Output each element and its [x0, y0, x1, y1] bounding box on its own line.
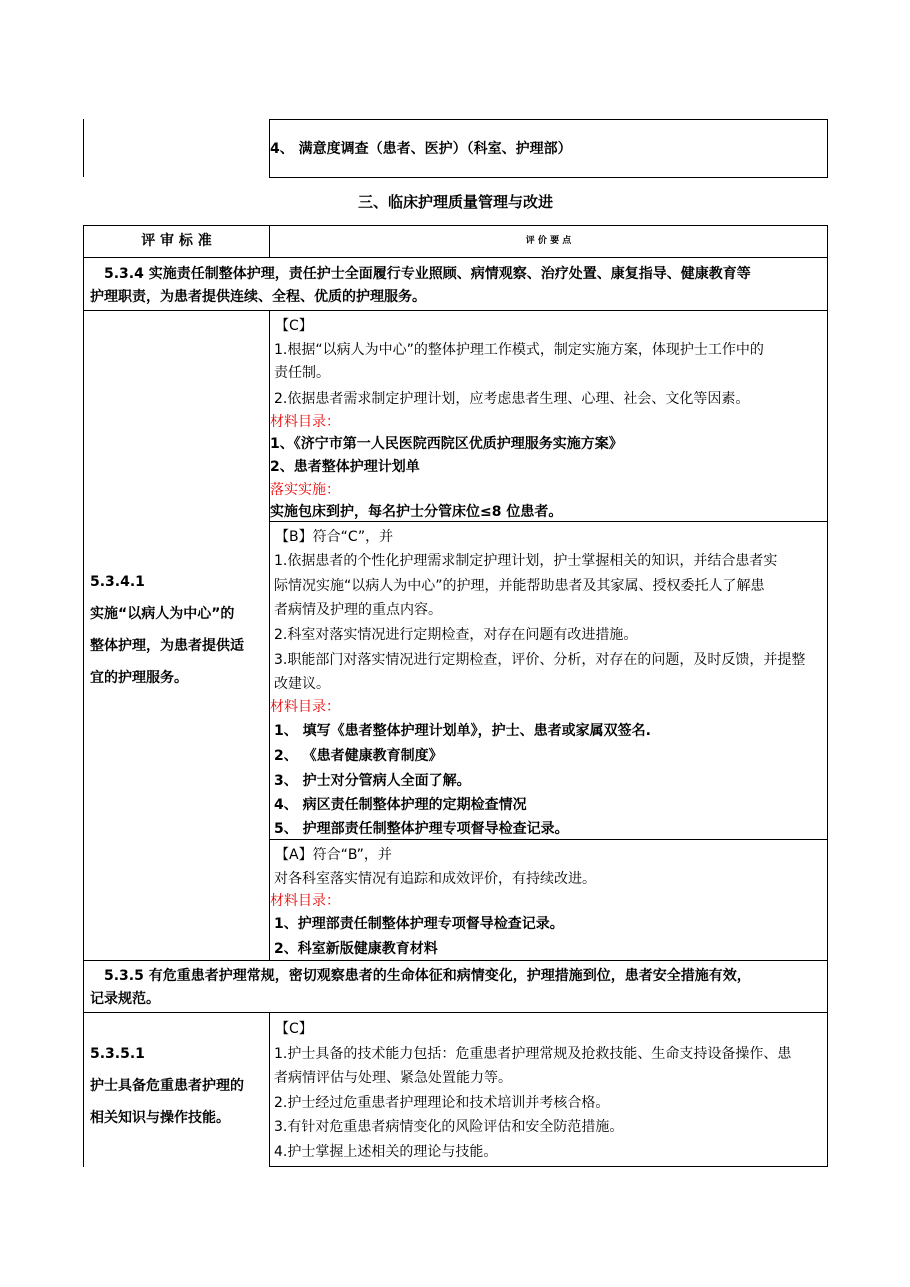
satisfaction-survey-item: 4、 满意度调查（患者、医护）（科室、护理部） — [270, 141, 572, 157]
materials-label: 材料目录： — [270, 414, 340, 430]
grade-tag: 【B】符合“C”，并 — [275, 529, 394, 545]
grade-tag: 【C】 — [275, 318, 313, 334]
materials-label: 材料目录： — [270, 699, 340, 715]
grade-tag: 【A】符合“B”，并 — [275, 847, 392, 863]
implementation-label: 落实实施： — [270, 482, 340, 498]
materials-label: 材料目录： — [270, 893, 340, 909]
header-evaluation-points: 评 价 要 点 — [525, 236, 572, 246]
header-review-standard: 评 审 标 准 — [141, 233, 212, 249]
section-title: 三、临床护理质量管理与改进 — [357, 193, 553, 211]
grade-tag: 【C】 — [275, 1021, 313, 1037]
